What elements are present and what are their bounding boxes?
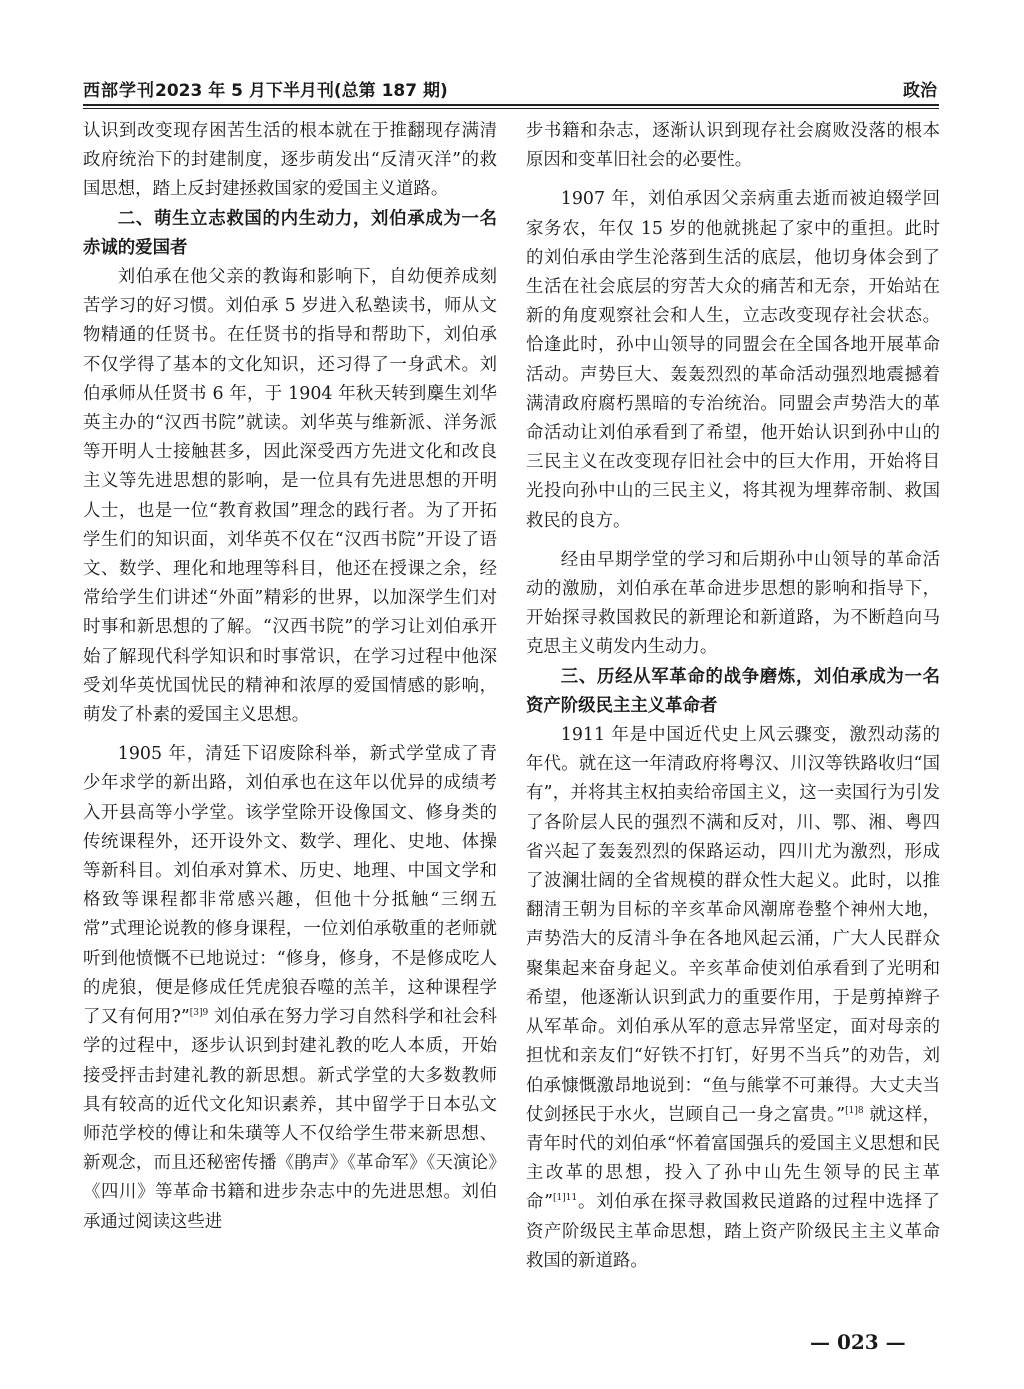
section-heading-2: 二、萌生立志救国的内生动力，刘伯承成为一名赤诚的爱国者 [83, 208, 497, 258]
journal-issue [83, 76, 448, 101]
paragraph: 刘伯承在他父亲的教诲和影响下，自幼便养成刻苦学习的好习惯。刘伯承 5 岁进入私塾读书，师从文物精通的任贤书。在任贤书的指导和帮助下，刘伯承不仅学得了基本的文化知识，还习得了一身武术。刘伯承师从任贤书 6 年，于 1904 年秋天转到麇生刘华英主办的“汉西书院”就读。刘华英与维新派、洋务派等开明人士接触甚多，因此深受西方先进文化和改良主义等先进思想的影响，是一位具有先进思想的开明人士，也是一位“教育救国”理念的践行者。为了开拓学生们的知识面，刘华英不仅在“汉西书院”开设了语文、数学、理化和地理等科目，他还在授课之余，经常给学生们讲述“外面”精彩的世界，以加深学生们对时事和新思想的了解。“汉西书院”的学习让刘伯承开始了解现代科学知识和时事常识，在学习过程中他深受刘华英忧国忧民的精神和浓厚的爱国情感的影响，萌发了朴素的爱国主义思想。 [83, 267, 497, 726]
citation: [1]8 [845, 1105, 864, 1116]
paragraph: 1907 年，刘伯承因父亲病重去逝而被迫辍学回家务农，年仅 15 岁的他就挑起了家中的重担。此时的刘伯承由学生沦落到生活的底层，他切身体会到了生活在社会底层的穷苦大众的痛苦和无奈，开始站在新的角度观察社会和人生，立志改变现存社会状态。恰逢此时，孙中山领导的同盟会在全国各地开展革命活动。声势巨大、轰轰烈烈的革命活动强烈地震撼着满清政府腐朽黑暗的专治统治。同盟会声势浩大的革命活动让刘伯承看到了希望，他开始认识到孙中山的三民主义在改变现存旧社会中的巨大作用，开始将目光投向孙中山的三民主义，将其视为埋葬帝制、救国救民的良方。 [526, 189, 940, 531]
section-name: 政治 [903, 81, 937, 101]
citation: [3]9 [189, 1008, 209, 1019]
header-rule-thin [83, 108, 939, 109]
running-header [83, 72, 939, 104]
paragraph-text: 1911 年是中国近代史上风云骤变，激烈动荡的年代。就在这一年清政府将粤汉、川汉等铁路收归“国有”，并将其主权拍卖给帝国主义，这一卖国行为引发了各阶层人民的强烈不满和反对，川、鄂、湘、粤四省兴起了轰轰烈烈的保路运动，四川尤为激烈，形成了波澜壮阔的全省规模的群众性大起义。此时，以推翻清王朝为目标的辛亥革命风潮席卷整个神州大地，声势浩大的反清斗争在各地风起云涌，广大人民群众聚集起来奋身起义。辛亥革命使刘伯承看到了光明和希望，他逐渐认识到武力的重要作用，于是剪掉辫子从军革命。刘伯承从军的意志异常坚定，面对母亲的担忧和亲友们“好铁不打钉，好男不当兵”的劝告，刘伯承慷慨激昂地说到：“鱼与熊掌不可兼得。大丈夫当仗剑拯民于水火，岂顾自己一身之富贵。” [526, 725, 940, 1125]
paragraph [83, 740, 497, 1236]
paragraph-text: 刘伯承在努力学习自然科学和社会科学的过程中，逐步认识到封建礼教的吃人本质，开始接受抨击封建礼教的新思想。新式学堂的大多数教师具有较高的近代文化知识素养，其中留学于日本弘文师范学校的傅让和朱璜等人不仅给学生带来新思想、新观念，而且还秘密传播《鹃声》《革命军》《天演论》《四川》等革命书籍和进步杂志中的先进思想。刘伯承通过阅读这些进 [83, 1007, 497, 1232]
right-column [526, 117, 940, 1276]
paragraph-text: 。刘伯承在探寻救国救民道路的过程中选择了资产阶级民主革命思想，踏上资产阶级民主主义革命救国的新道路。 [526, 1192, 940, 1271]
journal-logo: 西部学刊 [83, 81, 155, 101]
section-heading-3: 三、历经从军革命的战争磨炼，刘伯承成为一名资产阶级民主主义革命者 [526, 666, 940, 716]
paragraph: 认识到改变现存困苦生活的根本就在于推翻现存满清政府统治下的封建制度，逐步萌发出“反清灭洋”的救国思想，踏上反封建拯救国家的爱国主义道路。 [83, 121, 497, 200]
paragraph: 经由早期学堂的学习和后期孙中山领导的革命活动的激励，刘伯承在革命进步思想的影响和指导下，开始探寻救国救民的新理论和新道路，为不断趋向马克思主义萌发内生动力。 [526, 549, 940, 658]
left-column [83, 117, 497, 1237]
citation: [1]11 [553, 1193, 578, 1204]
page-number: — 023 — [810, 1330, 906, 1354]
issue-info: 2023 年 5 月下半月刊(总第 187 期) [155, 81, 448, 101]
paragraph [526, 721, 940, 1276]
paragraph-text: 就这样，青年时代的刘伯承“怀着富国强兵的爱国主义思想和民主改革的思想，投入了孙中山先生领导的民主革命” [526, 1104, 940, 1213]
paragraph: 步书籍和杂志，逐渐认识到现存社会腐败没落的根本原因和变革旧社会的必要性。 [526, 121, 940, 171]
header-rule [83, 104, 939, 106]
paragraph-text: 1905 年，清廷下诏废除科举，新式学堂成了青少年求学的新出路，刘伯承也在这年以优异的成绩考入开县高等小学堂。该学堂除开设像国文、修身类的传统课程外，还开设外文、数学、理化、史地、体操等新科目。刘伯承对算术、历史、地理、中国文学和格致等课程都非常感兴趣，但他十分抵触“三纲五常”式理论说教的修身课程，一位刘伯承敬重的老师就听到他愤慨不已地说过：“修身，修身，不是修成吃人的虎狼，便是修成任凭虎狼吞噬的羔羊，这种课程学了又有何用?” [83, 744, 497, 1028]
